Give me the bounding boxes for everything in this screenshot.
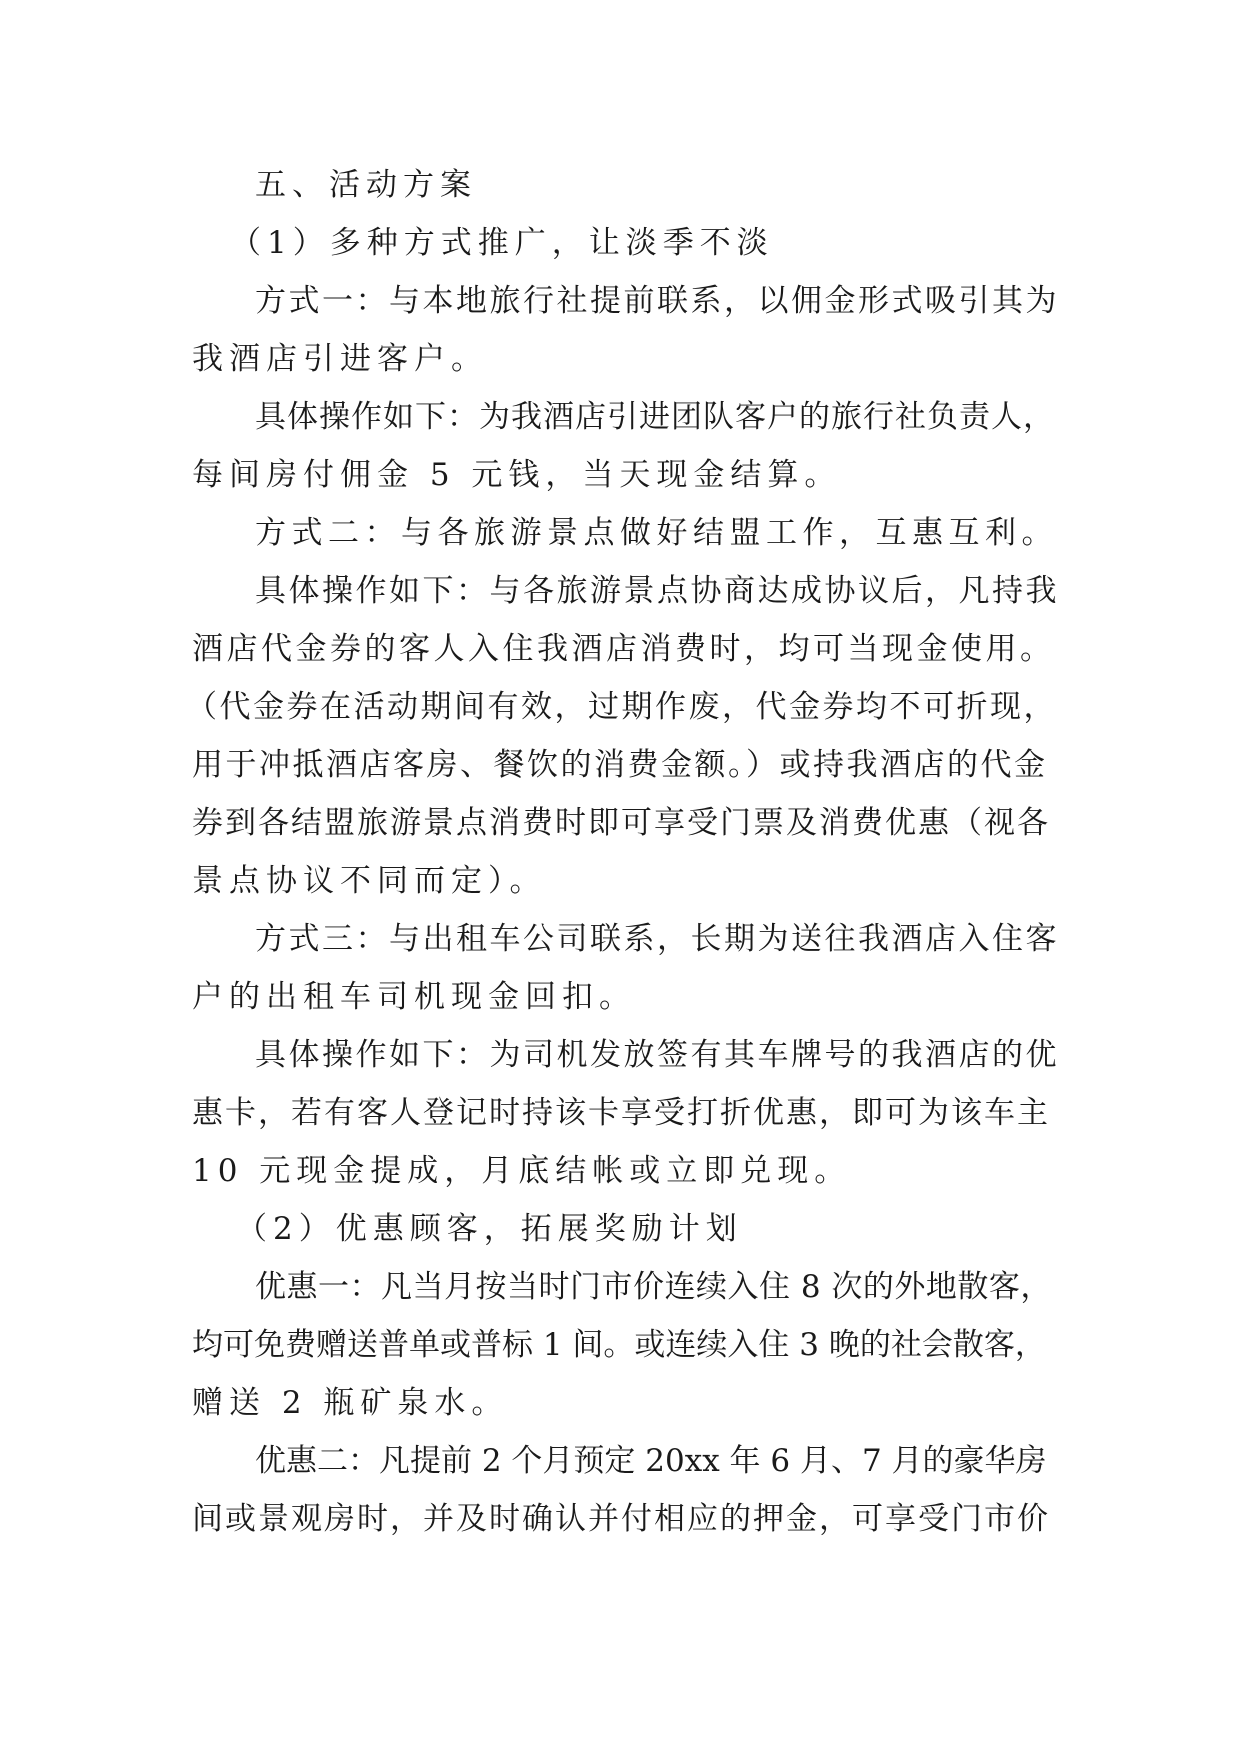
paragraph-line: 优惠一：凡当月按当时门市价连续入住 8 次的外地散客， [255, 1269, 1052, 1305]
paragraph-line: 均可免费赠送普单或普标 1 间。或连续入住 3 晚的社会散客， [192, 1327, 1046, 1363]
paragraph-line: 每间房付佣金 5 元钱，当天现金结算。 [192, 457, 842, 493]
section-heading: 五、活动方案 [255, 167, 477, 203]
paragraph-line: 优惠二：凡提前 2 个月预定 20xx 年 6 月、7 月的豪华房 [255, 1443, 1047, 1479]
paragraph-line: 酒店代金券的客人入住我酒店消费时，均可当现金使用。 [192, 631, 1055, 667]
paragraph-line: 具体操作如下：为我酒店引进团队客户的旅行社负责人， [255, 399, 1055, 435]
paragraph-line: 间或景观房时，并及时确认并付相应的押金，可享受门市价 [192, 1501, 1050, 1537]
paragraph-line: 赠送 2 瓶矿泉水。 [192, 1385, 509, 1421]
paragraph-line: 方式二：与各旅游景点做好结盟工作，互惠互利。 [255, 515, 1058, 551]
paragraph-line: 景点协议不同而定）。 [192, 863, 547, 899]
paragraph-line: （代金券在活动期间有效，过期作废，代金券均不可折现， [186, 689, 1057, 725]
paragraph-line: 用于冲抵酒店客房、餐饮的消费金额。）或持我酒店的代金 [192, 747, 1048, 783]
subsection-heading: （1）多种方式推广，让淡季不淡 [230, 225, 774, 261]
paragraph-line: 券到各结盟旅游景点消费时即可享受门票及消费优惠（视各 [192, 805, 1050, 841]
paragraph-line: 我酒店引进客户。 [192, 341, 488, 377]
paragraph-line: 10 元现金提成，月底结帐或立即兑现。 [192, 1153, 852, 1189]
paragraph-line: 方式一：与本地旅行社提前联系，以佣金形式吸引其为 [255, 283, 1059, 319]
paragraph-line: 惠卡，若有客人登记时持该卡享受打折优惠，即可为该车主 [192, 1095, 1050, 1131]
paragraph-line: 具体操作如下：与各旅游景点协商达成协议后，凡持我 [255, 573, 1059, 609]
subsection-heading: （2）优惠顾客，拓展奖励计划 [236, 1211, 743, 1247]
paragraph-line: 方式三：与出租车公司联系，长期为送往我酒店入住客 [255, 921, 1059, 957]
paragraph-line: 具体操作如下：为司机发放签有其车牌号的我酒店的优 [255, 1037, 1059, 1073]
paragraph-line: 户的出租车司机现金回扣。 [192, 979, 636, 1015]
